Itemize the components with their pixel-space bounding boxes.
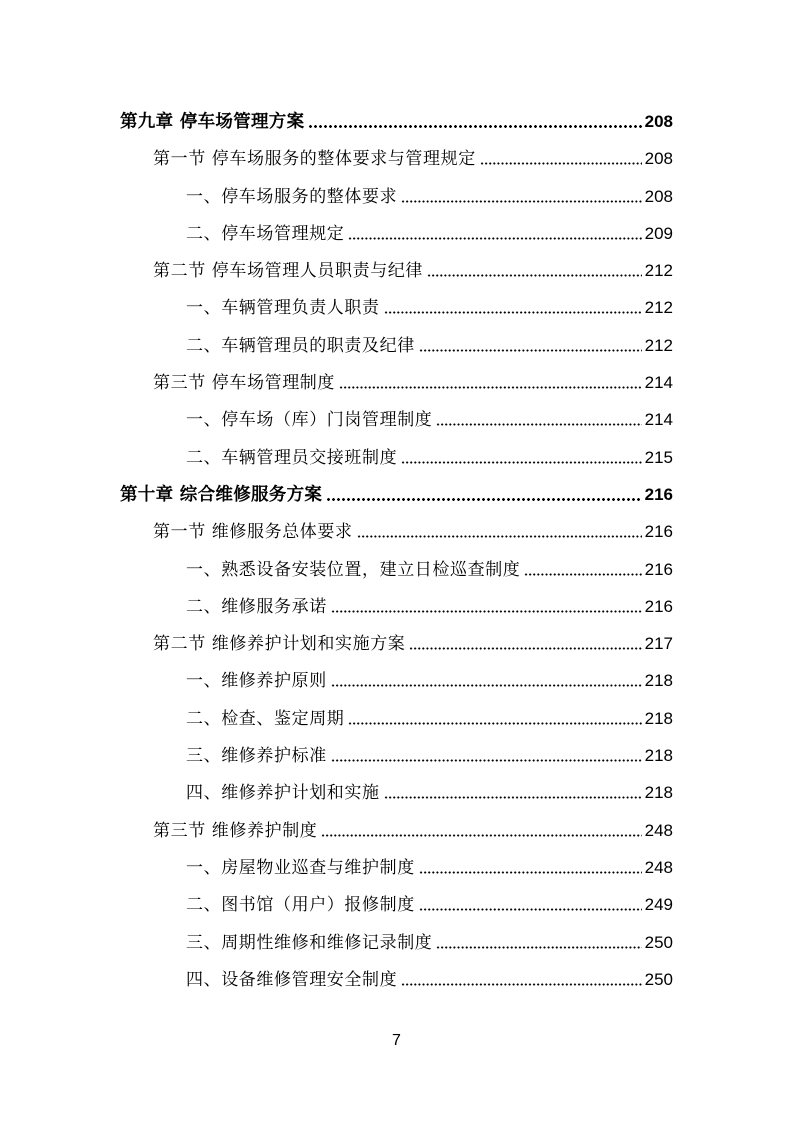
toc-entry-title: 一、车辆管理负责人职责 [186, 298, 380, 319]
toc-entry-subsection[interactable] [0, 325, 793, 362]
toc-entry-subsection[interactable] [0, 437, 793, 474]
toc-entry-line [186, 407, 673, 431]
toc-entry-line [186, 594, 673, 618]
toc-entry-section[interactable] [0, 362, 793, 399]
toc-dot-leader [409, 647, 641, 650]
toc-entry-line [120, 109, 673, 133]
toc-dot-leader [419, 349, 642, 352]
toc-dot-leader [321, 834, 641, 837]
toc-entry-page-number: 208 [644, 112, 673, 131]
toc-entry-subsection[interactable] [0, 922, 793, 959]
toc-entry-page-number: 248 [644, 820, 673, 840]
toc-entry-title: 二、车辆管理员的职责及纪律 [186, 335, 415, 356]
toc-entry-title: 三、维修养护标准 [186, 746, 327, 767]
toc-dot-leader [384, 311, 642, 314]
toc-entry-line [153, 631, 673, 655]
toc-entry-subsection[interactable] [0, 549, 793, 586]
toc-entry-subsection[interactable] [0, 399, 793, 436]
toc-entry-subsection[interactable] [0, 213, 793, 250]
toc-dot-leader [436, 423, 641, 426]
toc-entry-title: 第一节 维修服务总体要求 [153, 522, 353, 543]
toc-entry-subsection[interactable] [0, 735, 793, 772]
toc-entry-title: 一、停车场服务的整体要求 [186, 186, 398, 207]
toc-entry-title: 第三节 停车场管理制度 [153, 373, 336, 394]
toc-entry-page-number: 216 [644, 596, 673, 616]
toc-entry-subsection[interactable] [0, 959, 793, 996]
toc-entry-title: 二、维修服务承诺 [186, 596, 327, 617]
toc-dot-leader [436, 946, 641, 949]
toc-entry-chapter[interactable] [0, 474, 793, 511]
toc-dot-leader [348, 722, 641, 725]
toc-entry-title: 二、图书馆（用户）报修制度 [186, 895, 415, 916]
toc-entry-page-number: 208 [644, 186, 673, 206]
toc-entry-title: 第二节 维修养护计划和实施方案 [153, 634, 406, 655]
toc-dot-leader [401, 461, 641, 464]
toc-entry-page-number: 217 [644, 634, 673, 654]
toc-entry-page-number: 209 [644, 223, 673, 243]
toc-dot-leader [427, 274, 642, 277]
toc-entry-line [186, 855, 673, 879]
toc-entry-title: 第十章 综合维修服务方案 [120, 484, 323, 505]
toc-entry-subsection[interactable] [0, 772, 793, 809]
toc-entry-line [153, 370, 673, 394]
toc-entry-title: 第二节 停车场管理人员职责与纪律 [153, 261, 424, 282]
toc-entry-section[interactable] [0, 138, 793, 175]
toc-entry-page-number: 218 [644, 746, 673, 766]
toc-entry-page-number: 216 [644, 484, 673, 504]
toc-entry-section[interactable] [0, 511, 793, 548]
toc-entry-title: 一、熟悉设备安装位置，建立日检巡查制度 [186, 559, 521, 580]
toc-entry-title: 二、停车场管理规定 [186, 223, 345, 244]
toc-entry-page-number: 216 [644, 522, 673, 542]
toc-dot-leader [384, 796, 642, 799]
toc-dot-leader [331, 759, 642, 762]
toc-entry-line [186, 557, 673, 581]
toc-entry-title: 一、停车场（库）门岗管理制度 [186, 410, 433, 431]
toc-dot-leader [419, 871, 642, 874]
toc-entry-title: 三、周期性维修和维修记录制度 [186, 932, 433, 953]
toc-entry-title: 四、维修养护计划和实施 [186, 783, 380, 804]
toc-entry-line [153, 818, 673, 842]
toc-entry-line [186, 668, 673, 692]
toc-dot-leader [331, 610, 642, 613]
toc-dot-leader [480, 162, 642, 165]
toc-dot-leader [524, 573, 641, 576]
toc-entry-line [120, 482, 673, 506]
toc-entry-title: 第一节 停车场服务的整体要求与管理规定 [153, 149, 476, 170]
toc-entry-title: 第九章 停车场管理方案 [120, 112, 305, 132]
toc-dot-leader [331, 684, 642, 687]
toc-entry-line [186, 706, 673, 730]
table-of-contents [0, 101, 793, 996]
toc-entry-line [153, 146, 673, 170]
toc-dot-leader [401, 200, 641, 203]
toc-entry-line [186, 892, 673, 916]
toc-entry-section[interactable] [0, 623, 793, 660]
toc-entry-line [153, 258, 673, 282]
toc-dot-leader [326, 498, 641, 501]
toc-entry-page-number: 214 [644, 373, 673, 393]
toc-entry-subsection[interactable] [0, 847, 793, 884]
toc-entry-subsection[interactable] [0, 586, 793, 623]
toc-entry-page-number: 212 [644, 298, 673, 318]
toc-dot-leader [308, 125, 641, 128]
toc-entry-page-number: 250 [644, 932, 673, 952]
toc-entry-line [186, 445, 673, 469]
toc-entry-subsection[interactable] [0, 698, 793, 735]
toc-entry-page-number: 218 [644, 783, 673, 803]
toc-entry-subsection[interactable] [0, 176, 793, 213]
toc-entry-title: 一、维修养护原则 [186, 671, 327, 692]
toc-entry-page-number: 218 [644, 708, 673, 728]
toc-entry-line [186, 184, 673, 208]
toc-dot-leader [348, 237, 641, 240]
toc-dot-leader [339, 386, 642, 389]
toc-entry-chapter[interactable] [0, 101, 793, 138]
toc-entry-page-number: 250 [644, 969, 673, 989]
toc-entry-section[interactable] [0, 250, 793, 287]
toc-entry-line [186, 780, 673, 804]
toc-entry-subsection[interactable] [0, 884, 793, 921]
toc-entry-title: 一、房屋物业巡查与维护制度 [186, 857, 415, 878]
toc-entry-page-number: 216 [644, 559, 673, 579]
toc-entry-line [186, 967, 673, 991]
toc-entry-section[interactable] [0, 810, 793, 847]
toc-entry-title: 二、车辆管理员交接班制度 [186, 447, 398, 468]
page-number: 7 [392, 1032, 401, 1049]
toc-entry-title: 二、检查、鉴定周期 [186, 708, 345, 729]
toc-entry-page-number: 248 [644, 857, 673, 877]
toc-entry-page-number: 249 [644, 895, 673, 915]
toc-entry-page-number: 214 [644, 410, 673, 430]
toc-dot-leader [401, 983, 641, 986]
toc-entry-subsection[interactable] [0, 287, 793, 324]
toc-entry-title: 第三节 维修养护制度 [153, 820, 318, 841]
toc-entry-line [153, 519, 673, 543]
toc-entry-page-number: 215 [644, 447, 673, 467]
toc-entry-page-number: 212 [644, 261, 673, 281]
toc-entry-page-number: 212 [644, 335, 673, 355]
toc-entry-line [186, 930, 673, 954]
toc-entry-subsection[interactable] [0, 660, 793, 697]
toc-dot-leader [419, 908, 642, 911]
toc-entry-title: 四、设备维修管理安全制度 [186, 969, 398, 990]
toc-entry-page-number: 218 [644, 671, 673, 691]
toc-entry-line [186, 221, 673, 245]
toc-entry-line [186, 295, 673, 319]
toc-dot-leader [357, 535, 642, 538]
toc-entry-line [186, 743, 673, 767]
toc-entry-page-number: 208 [644, 149, 673, 169]
toc-entry-line [186, 333, 673, 357]
